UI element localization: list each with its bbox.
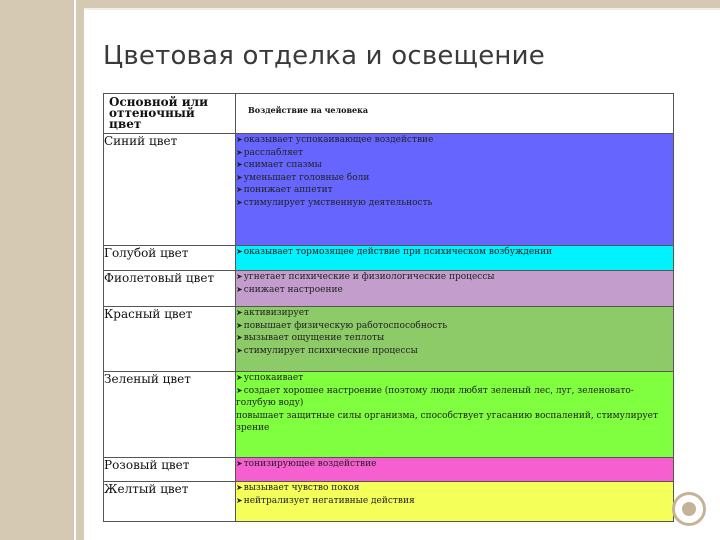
effect-text: нейтрализует негативные действия — [243, 495, 415, 506]
effect-text: стимулирует умственную деятельность — [243, 197, 433, 208]
decorative-left-line — [74, 0, 76, 540]
effect-text: оказывает тормозящее действие при психическом возбуждении — [243, 247, 553, 257]
effect-text: повышает физическую работоспособность — [243, 320, 448, 331]
arrow-bullet-icon: ➤ — [236, 483, 243, 492]
slide-title: Цветовая отделка и освещение — [103, 41, 545, 71]
decorative-top-bar — [84, 0, 720, 8]
arrow-bullet-icon: ➤ — [236, 308, 243, 317]
effect-cell — [236, 458, 674, 482]
effect-item — [236, 271, 673, 284]
effect-item — [236, 495, 673, 508]
effect-item — [236, 372, 673, 385]
effect-text: понижает аппетит — [243, 185, 333, 195]
arrow-bullet-icon: ➤ — [236, 320, 243, 330]
effect-item — [236, 197, 673, 210]
effect-item — [236, 458, 673, 471]
effect-item — [236, 184, 673, 197]
effect-item — [236, 482, 673, 495]
table-row — [104, 458, 674, 482]
effect-text: снижает настроение — [243, 284, 343, 295]
header-color-column: Основной или оттеночный цвет — [104, 94, 236, 134]
arrow-bullet-icon: ➤ — [236, 333, 243, 342]
arrow-bullet-icon: ➤ — [236, 185, 243, 194]
arrow-bullet-icon: ➤ — [236, 197, 243, 207]
color-name-cell: Фиолетовый цвет — [104, 271, 236, 307]
header-effect-column: Воздействие на человека — [236, 94, 674, 134]
arrow-bullet-icon: ➤ — [236, 495, 243, 505]
arrow-bullet-icon: ➤ — [236, 345, 243, 355]
effect-text: вызывает чувство покоя — [243, 483, 360, 493]
color-name-cell: Красный цвет — [104, 307, 236, 372]
table-row — [104, 372, 674, 458]
decorative-corner-circle — [672, 492, 706, 526]
effect-text: оказывает успокаивающее воздействие — [243, 135, 434, 145]
effect-item — [236, 159, 673, 172]
arrow-bullet-icon: ➤ — [236, 172, 243, 182]
arrow-bullet-icon: ➤ — [236, 147, 243, 157]
arrow-bullet-icon: ➤ — [236, 135, 243, 144]
table-row — [104, 307, 674, 372]
effect-item — [236, 284, 673, 297]
effect-cell — [236, 482, 674, 522]
table-row — [104, 134, 674, 246]
effect-text: угнетает психические и физиологические процессы — [243, 272, 495, 282]
effect-note: повышает защитные силы организма, способствует угасанию воспалений, стимулирует зрение — [236, 410, 658, 433]
effect-text: вызывает ощущение теплоты — [243, 333, 385, 343]
effect-item — [236, 172, 673, 185]
effect-text: тонизирующее воздействие — [243, 459, 377, 469]
arrow-bullet-icon: ➤ — [236, 247, 243, 256]
effect-item — [236, 246, 673, 259]
effect-text: стимулирует психические процессы — [243, 345, 418, 356]
effect-item — [236, 385, 673, 410]
effect-item — [236, 320, 673, 333]
effect-item — [236, 147, 673, 160]
effect-item — [236, 345, 673, 358]
decorative-left-bar — [0, 0, 84, 540]
color-name-cell: Синий цвет — [104, 134, 236, 246]
table-row — [104, 482, 674, 522]
effect-text: создает хорошее настроение (поэтому люди любят зеленый лес, луг, зеленовато-голубую воду) — [236, 385, 634, 408]
arrow-bullet-icon: ➤ — [236, 385, 243, 395]
effect-cell — [236, 246, 674, 271]
effect-item — [236, 307, 673, 320]
color-effects-table — [103, 93, 674, 522]
arrow-bullet-icon: ➤ — [236, 284, 243, 294]
color-name-cell: Голубой цвет — [104, 246, 236, 271]
effect-item — [236, 134, 673, 147]
decorative-top-line — [84, 8, 720, 10]
arrow-bullet-icon: ➤ — [236, 459, 243, 468]
effect-cell — [236, 372, 674, 458]
effect-cell — [236, 307, 674, 372]
effect-cell — [236, 271, 674, 307]
effect-text: успокаивает — [243, 373, 304, 383]
color-name-cell: Зеленый цвет — [104, 372, 236, 458]
arrow-bullet-icon: ➤ — [236, 272, 243, 281]
effect-text: расслабляет — [243, 147, 304, 158]
table-header-row — [104, 94, 674, 134]
effect-item — [236, 332, 673, 345]
effect-text: снимает спазмы — [243, 160, 322, 170]
table-row — [104, 246, 674, 271]
arrow-bullet-icon: ➤ — [236, 373, 243, 382]
table-row — [104, 271, 674, 307]
color-name-cell: Розовый цвет — [104, 458, 236, 482]
effect-cell — [236, 134, 674, 246]
effect-text: уменьшает головные боли — [243, 172, 370, 183]
effect-text: активизирует — [243, 308, 310, 318]
arrow-bullet-icon: ➤ — [236, 160, 243, 169]
color-name-cell: Желтый цвет — [104, 482, 236, 522]
